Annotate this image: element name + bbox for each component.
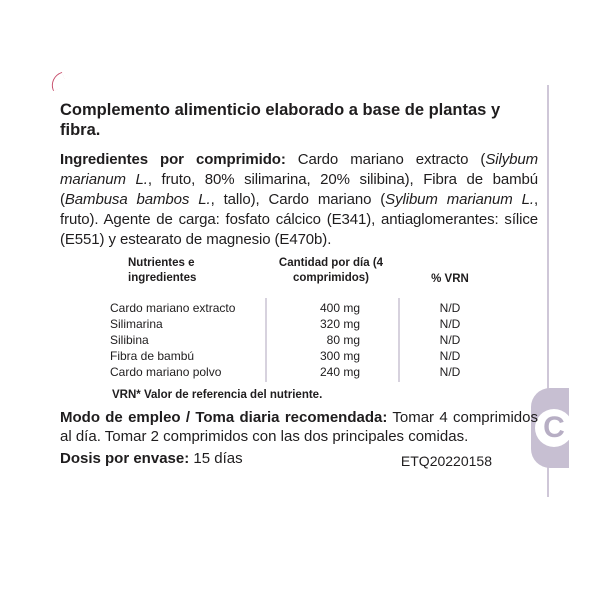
ingredients-label: Ingredientes por comprimido: bbox=[60, 151, 286, 168]
table-row bbox=[60, 332, 538, 348]
ingredients-text-3: , tallo), Cardo mariano ( bbox=[210, 191, 386, 208]
row-quantity: 300 mg bbox=[319, 349, 360, 363]
scientific-name-2: Bambusa bambos L. bbox=[64, 191, 211, 208]
corner-crop-mark bbox=[48, 72, 67, 91]
table-row bbox=[60, 348, 538, 364]
product-title: Complemento alimenticio elaborado a base de plantas y fibra. bbox=[60, 101, 501, 139]
row-vrn: N/D bbox=[439, 301, 461, 315]
nutrition-table bbox=[60, 254, 538, 386]
dose-value: 15 días bbox=[189, 450, 243, 467]
vrn-footnote: VRN* Valor de referencia del nutriente. bbox=[112, 389, 323, 401]
header-quantity: Cantidad por día (4 comprimidos) bbox=[278, 257, 384, 284]
usage-label: Modo de empleo / Toma diaria recomendada: bbox=[60, 409, 388, 426]
header-nutrients: Nutrientes e ingredientes bbox=[128, 257, 197, 284]
usage-text: Tomar 4 comprimidos al día. Tomar 2 comprimidos con las dos principales comidas. bbox=[60, 409, 538, 445]
ingredients-text-2: , fruto, 80% silimarina, 20% silibina), Fibra de bambú ( bbox=[60, 171, 539, 208]
row-vrn: N/D bbox=[439, 333, 461, 347]
header-vrn: % VRN bbox=[431, 273, 469, 285]
label-code: ETQ20220158 bbox=[400, 453, 492, 469]
row-quantity: 320 mg bbox=[319, 317, 360, 331]
table-row bbox=[60, 364, 538, 380]
row-ingredient: Cardo mariano polvo bbox=[110, 365, 222, 379]
row-ingredient: Silibina bbox=[110, 333, 149, 347]
ingredients-paragraph bbox=[60, 150, 538, 250]
label-content bbox=[60, 100, 538, 469]
scientific-name-3: Sylibum marianum L. bbox=[385, 191, 534, 208]
row-vrn: N/D bbox=[439, 317, 461, 331]
bottom-line bbox=[60, 449, 538, 469]
row-ingredient: Silimarina bbox=[110, 317, 163, 331]
table-row bbox=[60, 316, 538, 332]
scientific-name-1: Silybum marianum L. bbox=[60, 151, 538, 188]
usage-paragraph bbox=[60, 408, 538, 446]
row-vrn: N/D bbox=[439, 349, 461, 363]
dose-label: Dosis por envase: bbox=[60, 450, 190, 467]
row-ingredient: Fibra de bambú bbox=[110, 349, 195, 363]
row-quantity: 400 mg bbox=[319, 301, 360, 315]
dose-info bbox=[60, 449, 243, 469]
row-quantity: 240 mg bbox=[319, 365, 360, 379]
row-ingredient: Cardo mariano extracto bbox=[110, 301, 236, 315]
badge-letter: C bbox=[543, 411, 565, 444]
ingredients-text-4: , fruto). Agente de carga: fosfato cálcico (E341), antiaglomerantes: sílice (E551) y estearato de magnesio (E470b). bbox=[60, 191, 539, 248]
table-row bbox=[60, 300, 538, 316]
row-vrn: N/D bbox=[439, 365, 461, 379]
ingredients-text-1: Cardo mariano extracto ( bbox=[285, 151, 486, 168]
row-quantity: 80 mg bbox=[326, 333, 360, 347]
